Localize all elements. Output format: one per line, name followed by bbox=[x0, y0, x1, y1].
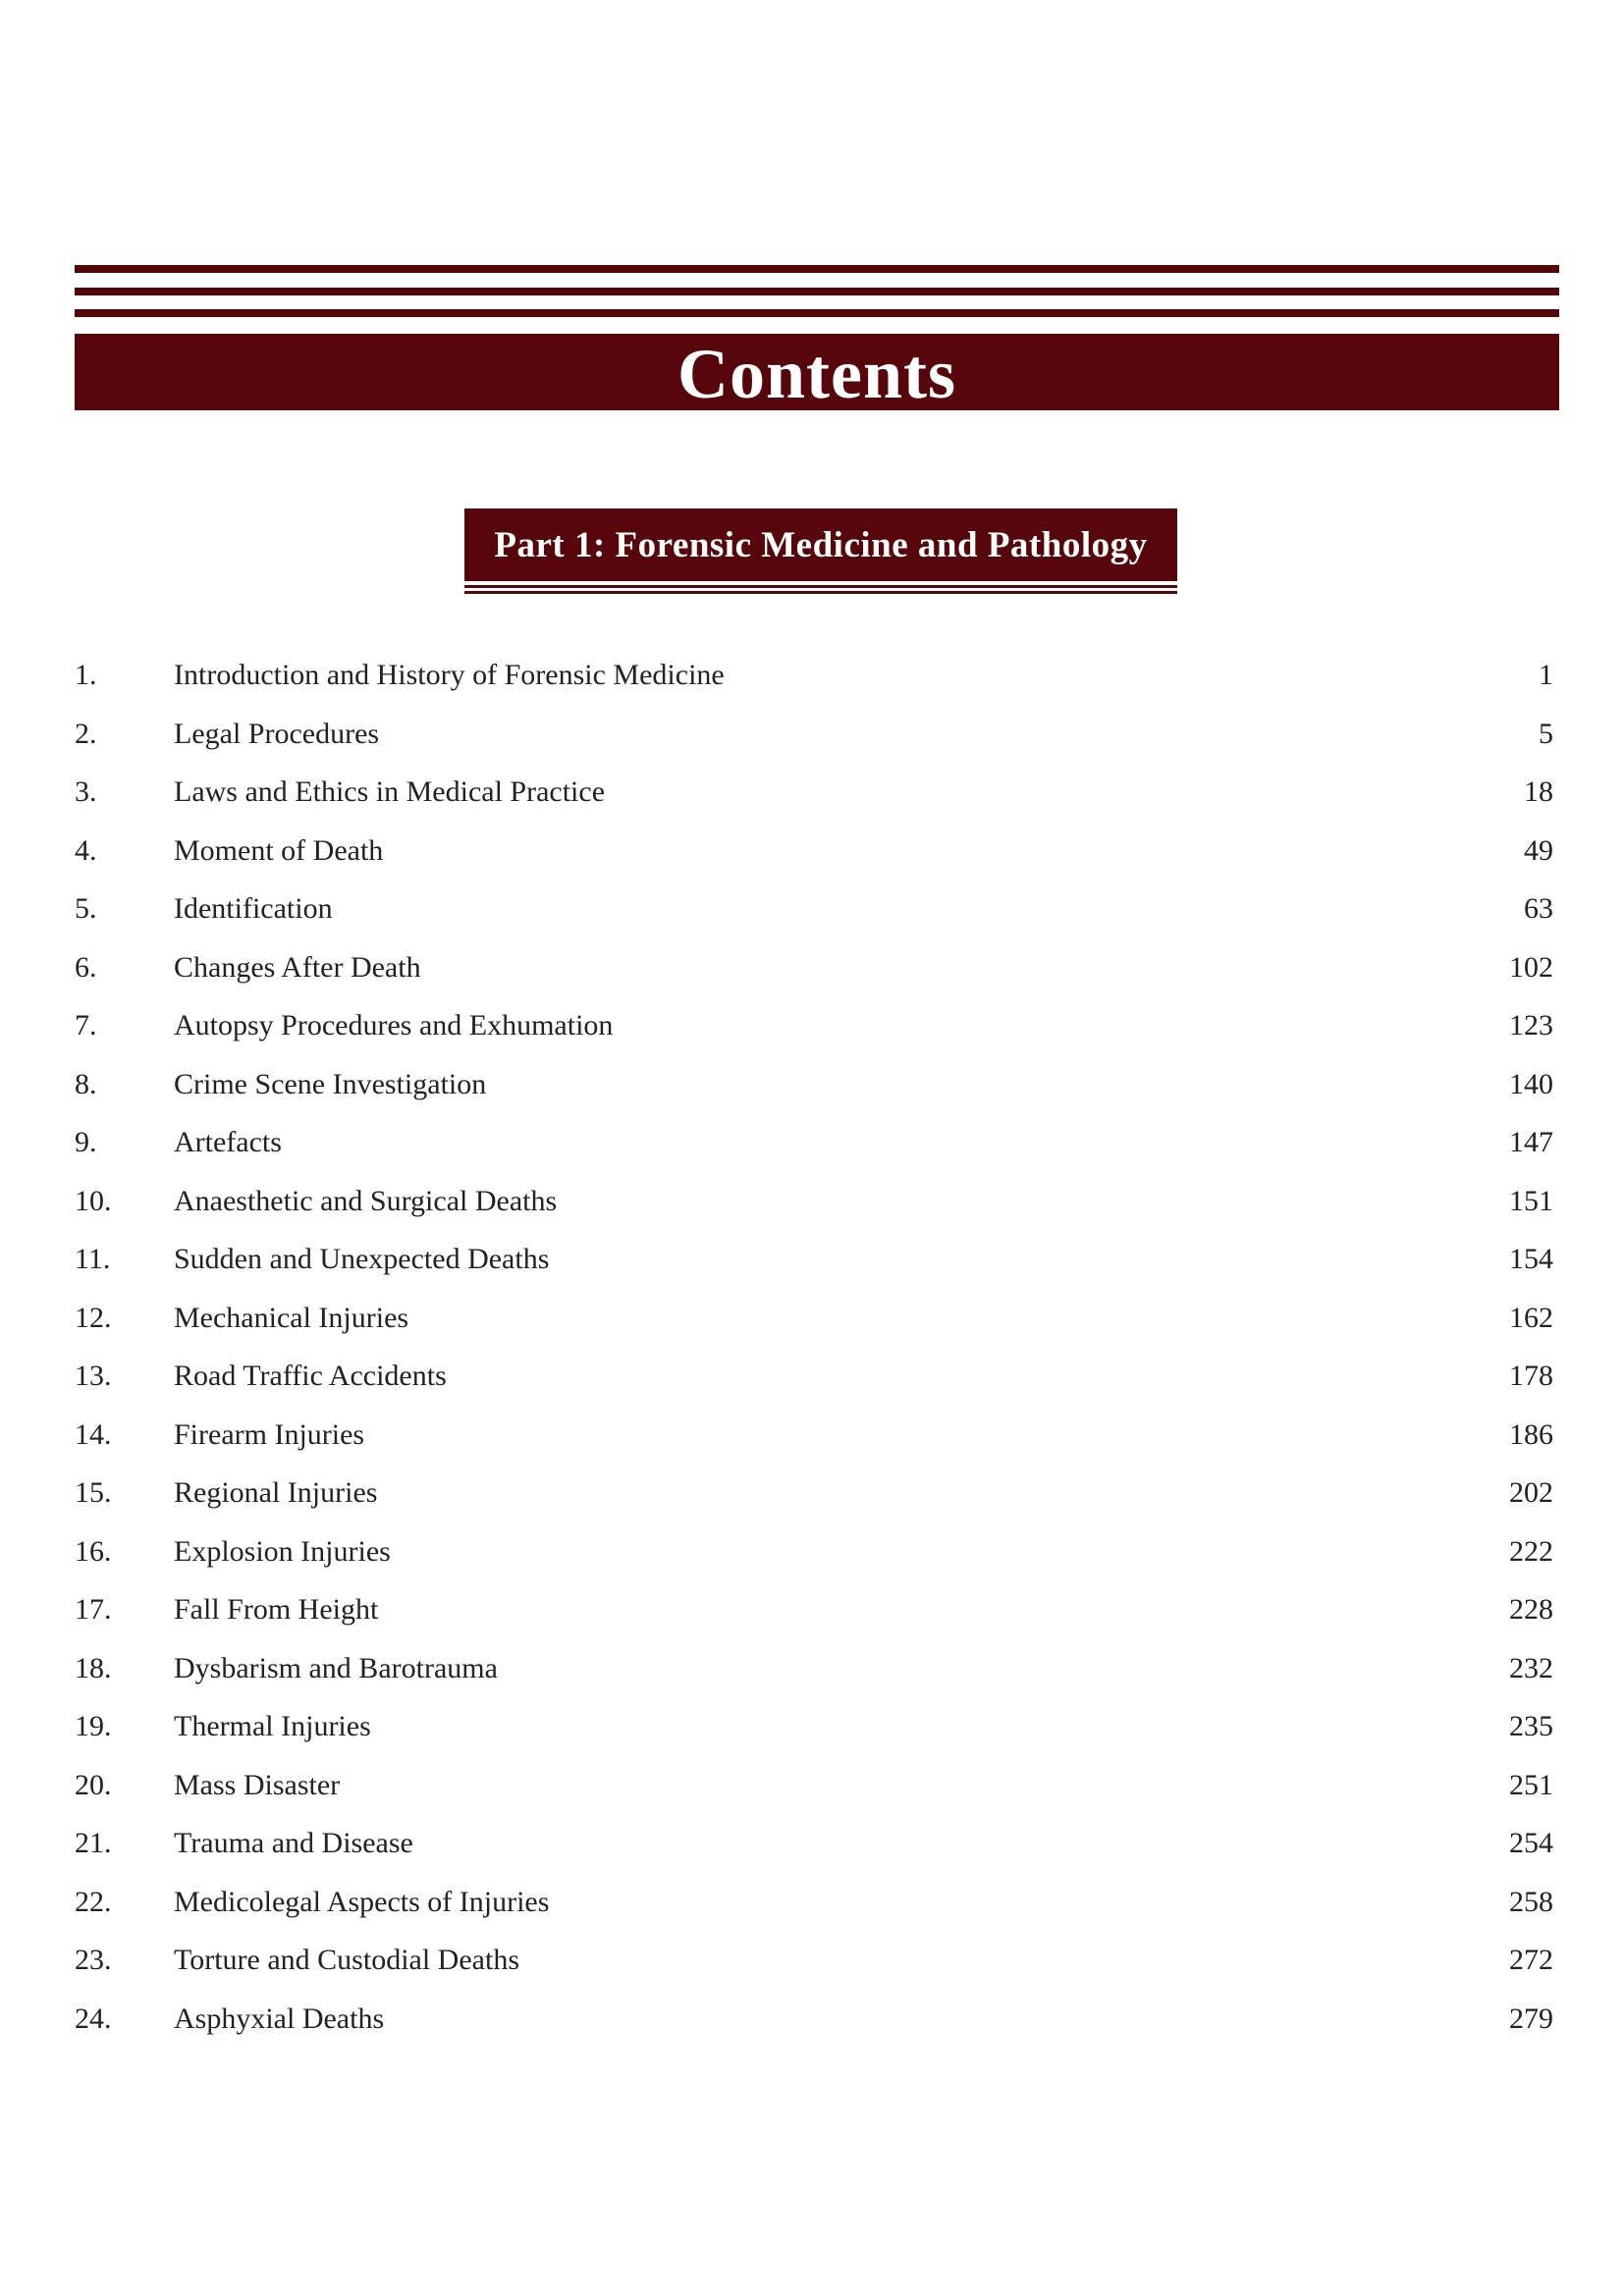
toc-entry-number: 2. bbox=[75, 717, 97, 750]
toc-entry-page-number: 254 bbox=[1509, 1827, 1553, 1859]
toc-entry-number: 17. bbox=[75, 1593, 112, 1626]
toc-entry-number: 3. bbox=[75, 775, 97, 808]
toc-entry[interactable] bbox=[75, 1990, 1553, 2049]
part-heading-underline bbox=[464, 585, 1177, 588]
toc-entry-title: Thermal Injuries bbox=[174, 1710, 371, 1742]
toc-entry-page-number: 272 bbox=[1509, 1944, 1553, 1976]
header-rule-top bbox=[75, 265, 1559, 273]
toc-entry-title: Explosion Injuries bbox=[174, 1534, 391, 1568]
toc-entry-number: 22. bbox=[75, 1885, 112, 1918]
toc-entry-title: Moment of Death bbox=[174, 833, 384, 867]
toc-entry-number: 4. bbox=[75, 833, 97, 867]
toc-entry-title: Mechanical Injuries bbox=[174, 1301, 409, 1334]
toc-entry[interactable] bbox=[75, 705, 1553, 764]
toc-entry-page-number: 18 bbox=[1524, 775, 1553, 808]
toc-entry-number: 16. bbox=[75, 1534, 112, 1568]
toc-entry-page-number: 251 bbox=[1509, 1768, 1553, 1801]
toc-entry-page-number: 151 bbox=[1509, 1184, 1553, 1217]
toc-entry[interactable] bbox=[75, 1814, 1553, 1873]
toc-entry-page-number: 258 bbox=[1509, 1885, 1553, 1918]
toc-entry-title: Artefacts bbox=[174, 1126, 282, 1158]
toc-entry-page-number: 102 bbox=[1509, 950, 1553, 984]
toc-entry-number: 20. bbox=[75, 1768, 112, 1801]
toc-entry[interactable] bbox=[75, 938, 1553, 997]
toc-entry-page-number: 228 bbox=[1509, 1593, 1553, 1626]
toc-entry[interactable] bbox=[75, 1289, 1553, 1348]
toc-entry-number: 23. bbox=[75, 1944, 112, 1976]
toc-entry-number: 11. bbox=[75, 1243, 111, 1275]
toc-entry-title: Torture and Custodial Deaths bbox=[174, 1944, 519, 1976]
toc-entry-page-number: 49 bbox=[1524, 833, 1553, 867]
toc-entry[interactable] bbox=[75, 1172, 1553, 1231]
toc-entry-page-number: 279 bbox=[1509, 2002, 1553, 2035]
toc-entry-number: 9. bbox=[75, 1126, 97, 1158]
toc-entry-page-number: 162 bbox=[1509, 1301, 1553, 1334]
toc-entry[interactable] bbox=[75, 1406, 1553, 1465]
toc-entry-title: Anaesthetic and Surgical Deaths bbox=[174, 1184, 558, 1217]
toc-entry-page-number: 154 bbox=[1509, 1243, 1553, 1275]
toc-entry[interactable] bbox=[75, 1931, 1553, 1990]
toc-entry-title: Sudden and Unexpected Deaths bbox=[174, 1243, 550, 1275]
part-heading-box bbox=[464, 508, 1177, 581]
toc-entry-title: Mass Disaster bbox=[174, 1768, 341, 1801]
toc-entry-title: Road Traffic Accidents bbox=[174, 1360, 447, 1392]
toc-entry[interactable] bbox=[75, 1522, 1553, 1581]
header-rule-bottom bbox=[75, 309, 1559, 317]
toc-entry-page-number: 202 bbox=[1509, 1476, 1553, 1509]
toc-entry-page-number: 147 bbox=[1509, 1126, 1553, 1158]
toc-entry-title: Firearm Injuries bbox=[174, 1417, 365, 1451]
table-of-contents bbox=[75, 646, 1553, 2048]
toc-entry-number: 10. bbox=[75, 1184, 112, 1217]
toc-entry[interactable] bbox=[75, 996, 1553, 1055]
toc-entry-title: Medicolegal Aspects of Injuries bbox=[174, 1885, 550, 1918]
toc-entry[interactable] bbox=[75, 646, 1553, 705]
toc-entry-title: Crime Scene Investigation bbox=[174, 1067, 487, 1100]
toc-entry-title: Laws and Ethics in Medical Practice bbox=[174, 775, 606, 808]
toc-entry[interactable] bbox=[75, 1756, 1553, 1815]
toc-entry-title: Introduction and History of Forensic Medicine bbox=[174, 659, 725, 691]
toc-entry-number: 7. bbox=[75, 1009, 97, 1041]
toc-entry-page-number: 5 bbox=[1539, 717, 1553, 750]
toc-entry-page-number: 232 bbox=[1509, 1651, 1553, 1684]
toc-entry-title: Identification bbox=[174, 892, 333, 925]
contents-title-bar bbox=[75, 334, 1559, 413]
toc-entry-number: 15. bbox=[75, 1476, 112, 1509]
toc-entry-title: Trauma and Disease bbox=[174, 1827, 413, 1859]
toc-entry-page-number: 222 bbox=[1509, 1534, 1553, 1568]
toc-entry-title: Autopsy Procedures and Exhumation bbox=[174, 1009, 614, 1041]
header-rule-middle bbox=[75, 288, 1559, 295]
toc-entry-number: 21. bbox=[75, 1827, 112, 1859]
toc-entry-page-number: 235 bbox=[1509, 1710, 1553, 1742]
toc-entry[interactable] bbox=[75, 1873, 1553, 1932]
part-heading-underline bbox=[464, 591, 1177, 594]
toc-entry[interactable] bbox=[75, 1639, 1553, 1698]
toc-entry[interactable] bbox=[75, 1113, 1553, 1172]
toc-entry-number: 5. bbox=[75, 892, 97, 925]
toc-entry[interactable] bbox=[75, 1464, 1553, 1522]
toc-entry-title: Changes After Death bbox=[174, 950, 421, 984]
toc-entry[interactable] bbox=[75, 1230, 1553, 1289]
toc-entry-title: Asphyxial Deaths bbox=[174, 2002, 385, 2035]
page-title: Contents bbox=[677, 335, 956, 413]
toc-entry-number: 14. bbox=[75, 1417, 112, 1451]
part-heading: Part 1: Forensic Medicine and Pathology bbox=[494, 524, 1148, 565]
toc-entry[interactable] bbox=[75, 1580, 1553, 1639]
toc-entry-number: 19. bbox=[75, 1710, 112, 1742]
toc-entry[interactable] bbox=[75, 1055, 1553, 1114]
toc-entry[interactable] bbox=[75, 1347, 1553, 1406]
toc-entry-page-number: 1 bbox=[1539, 659, 1553, 691]
toc-entry-number: 1. bbox=[75, 659, 97, 691]
toc-entry-number: 12. bbox=[75, 1301, 112, 1334]
toc-entry-number: 13. bbox=[75, 1360, 112, 1392]
toc-entry-number: 8. bbox=[75, 1067, 97, 1100]
toc-entry-number: 6. bbox=[75, 950, 97, 984]
toc-entry-page-number: 178 bbox=[1509, 1360, 1553, 1392]
toc-entry-page-number: 140 bbox=[1509, 1067, 1553, 1100]
toc-entry-number: 18. bbox=[75, 1651, 112, 1684]
toc-entry-page-number: 186 bbox=[1509, 1417, 1553, 1451]
toc-entry[interactable] bbox=[75, 763, 1553, 822]
toc-entry-title: Fall From Height bbox=[174, 1593, 379, 1626]
toc-entry[interactable] bbox=[75, 822, 1553, 881]
toc-entry-page-number: 63 bbox=[1524, 892, 1553, 925]
toc-entry[interactable] bbox=[75, 1697, 1553, 1756]
toc-entry-number: 24. bbox=[75, 2002, 112, 2035]
toc-entry[interactable] bbox=[75, 880, 1553, 938]
toc-entry-title: Dysbarism and Barotrauma bbox=[174, 1651, 498, 1684]
toc-entry-title: Regional Injuries bbox=[174, 1476, 378, 1509]
toc-entry-page-number: 123 bbox=[1509, 1009, 1553, 1041]
toc-entry-title: Legal Procedures bbox=[174, 717, 380, 750]
